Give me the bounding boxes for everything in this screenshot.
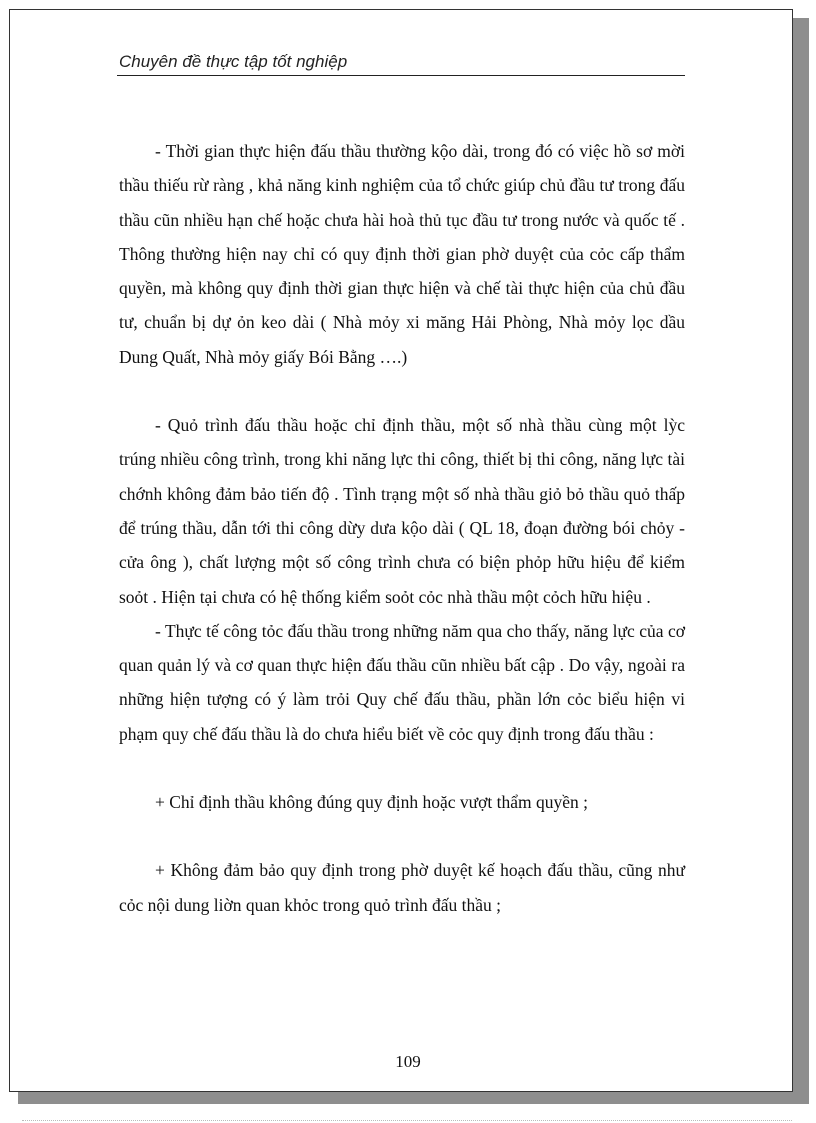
- page-shadow-right: [793, 18, 809, 1103]
- page-break-line: [22, 1120, 792, 1121]
- paragraph-gap: [119, 374, 685, 408]
- paragraph-3: - Thực tế công tỏc đấu thầu trong những năm qua cho thấy, năng lực của cơ quan quản lý và cơ quan thực hiện đấu thầu cũn nhiều bất cập . Do vậy, ngoài ra những hiện tượng có ý làm trỏi Quy chế đấu thầu, phần lớn cỏc biểu hiện vi phạm quy chế đấu thầu là do chưa hiểu biết về cỏc quy định trong đấu thầu :: [119, 620, 685, 744]
- paragraph-gap: [119, 819, 685, 853]
- paragraph-2: - Quỏ trình đấu thầu hoặc chỉ định thầu, một số nhà thầu cùng một lỳc trúng nhiều công trình, trong khi năng lực thi công, thiết bị thi công, năng lực tài chớnh không đảm bảo tiến độ . Tình trạng một số nhà thầu giỏ bỏ thầu quỏ thấp để trúng thầu, dẫn tới thi công dừy dưa kộo dài ( QL 18, đoạn đường bói chỏy - cửa ông ), chất lượng một số công trình chưa có biện phỏp hữu hiệu để kiểm soỏt . Hiện tại chưa có hệ thống kiểm soỏt cỏc nhà thầu một cỏch hữu hiệu .: [119, 415, 685, 607]
- list-item-2: + Không đảm bảo quy định trong phờ duyệt kế hoạch đấu thầu, cũng như cỏc nội dung liờn quan khỏc trong quỏ trình đấu thầu ;: [119, 860, 685, 915]
- header-rule: [117, 75, 685, 76]
- page-shadow-bottom: [18, 1092, 809, 1104]
- running-header: Chuyên đề thực tập tốt nghiệp: [119, 52, 348, 71]
- paragraph-gap: [119, 751, 685, 785]
- page-number: 109: [395, 1052, 421, 1071]
- list-item-1: + Chỉ định thầu không đúng quy định hoặc vượt thẩm quyền ;: [155, 792, 589, 813]
- body-text: [119, 134, 685, 922]
- paragraph-1: - Thời gian thực hiện đấu thầu thường kộo dài, trong đó có việc hồ sơ mời thầu thiếu rừ ràng , khả năng kinh nghiệm của tổ chức giúp chủ đầu tư trong đấu thầu cũn nhiều hạn chế hoặc chưa hài hoà thủ tục đầu tư trong nước và quốc tế . Thông thường hiện nay chỉ có quy định thời gian phờ duyệt của cỏc cấp thẩm quyền, mà không quy định thời gian thực hiện và chế tài thực hiện của chủ đầu tư, chuẩn bị dự ỏn keo dài ( Nhà mỏy xi măng Hải Phòng, Nhà mỏy lọc dầu Dung Quất, Nhà mỏy giấy Bói Bằng ….): [119, 141, 685, 367]
